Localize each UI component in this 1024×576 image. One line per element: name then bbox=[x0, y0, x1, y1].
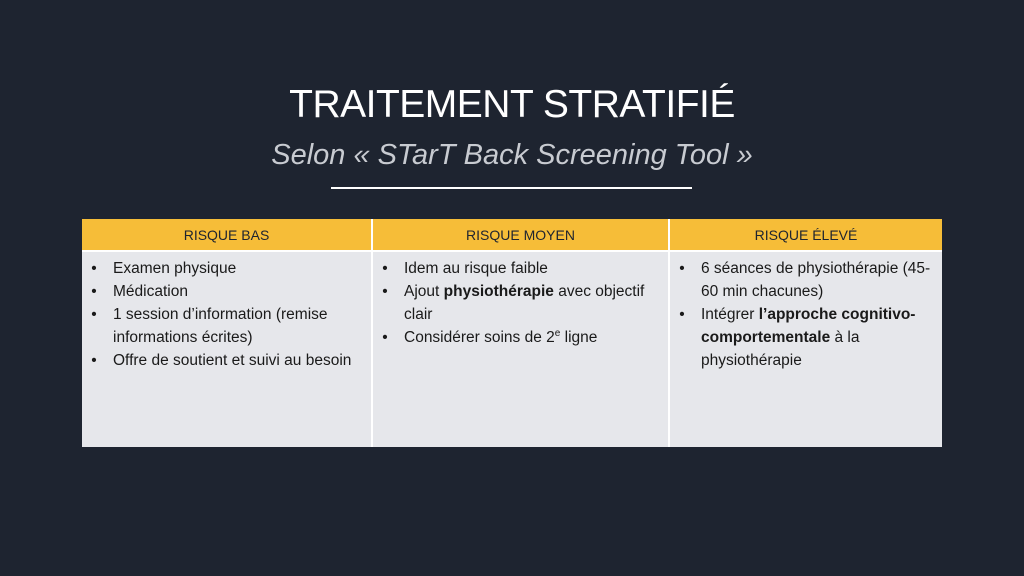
high-risk-list bbox=[676, 257, 934, 372]
superscript: e bbox=[554, 327, 561, 339]
header-low-risk: RISQUE BAS bbox=[82, 219, 372, 251]
list-item bbox=[379, 326, 660, 349]
list-item-text bbox=[404, 283, 644, 323]
list-item-text: Médication bbox=[113, 283, 188, 300]
bullet-icon: • bbox=[91, 352, 97, 369]
table-header-row bbox=[82, 219, 942, 251]
list-item bbox=[379, 257, 660, 280]
bullet-icon: • bbox=[679, 306, 685, 323]
bullet-icon: • bbox=[382, 283, 388, 300]
text-segment: Intégrer bbox=[701, 306, 759, 323]
bold-text-approche: l’approche cognitivo-comportementale bbox=[701, 306, 916, 346]
table-row bbox=[82, 251, 942, 447]
header-high-risk: RISQUE ÉLEVÉ bbox=[669, 219, 942, 251]
list-item-text bbox=[701, 306, 915, 369]
bold-text-physiotherapie: physiothérapie bbox=[443, 283, 554, 300]
list-item bbox=[88, 303, 363, 349]
list-item-text: 1 session d’information (remise informations écrites) bbox=[113, 306, 328, 346]
bullet-icon: • bbox=[382, 260, 388, 277]
text-segment: ligne bbox=[560, 329, 598, 346]
list-item-text: Offre de soutient et suivi au besoin bbox=[113, 352, 352, 369]
text-segment: à la physiothérapie bbox=[701, 329, 860, 369]
header-medium-risk: RISQUE MOYEN bbox=[372, 219, 669, 251]
text-segment: Considérer soins de 2 bbox=[404, 329, 555, 346]
text-segment: Ajout bbox=[404, 283, 444, 300]
title-underline bbox=[331, 187, 692, 189]
slide-title: TRAITEMENT STRATIFIÉ bbox=[289, 83, 735, 126]
bullet-icon: • bbox=[91, 260, 97, 277]
bullet-icon: • bbox=[382, 329, 388, 346]
list-item bbox=[88, 280, 363, 303]
list-item bbox=[676, 303, 934, 372]
low-risk-list bbox=[88, 257, 363, 372]
list-item bbox=[676, 257, 934, 303]
bullet-icon: • bbox=[91, 306, 97, 323]
cell-medium-risk bbox=[372, 251, 669, 447]
list-item-text bbox=[404, 329, 597, 346]
medium-risk-list bbox=[379, 257, 660, 349]
list-item-text: Examen physique bbox=[113, 260, 237, 277]
bullet-icon: • bbox=[679, 260, 685, 277]
list-item bbox=[88, 257, 363, 280]
cell-high-risk bbox=[669, 251, 942, 447]
list-item-text: 6 séances de physiothérapie (45-60 min chacunes) bbox=[701, 260, 931, 300]
cell-low-risk bbox=[82, 251, 372, 447]
list-item bbox=[88, 349, 363, 372]
list-item bbox=[379, 280, 660, 326]
text-segment: avec objectif clair bbox=[404, 283, 645, 323]
list-item-text: Idem au risque faible bbox=[404, 260, 548, 277]
slide-subtitle: Selon « STarT Back Screening Tool » bbox=[271, 139, 753, 171]
bullet-icon: • bbox=[91, 283, 97, 300]
stratified-treatment-table bbox=[82, 219, 942, 447]
